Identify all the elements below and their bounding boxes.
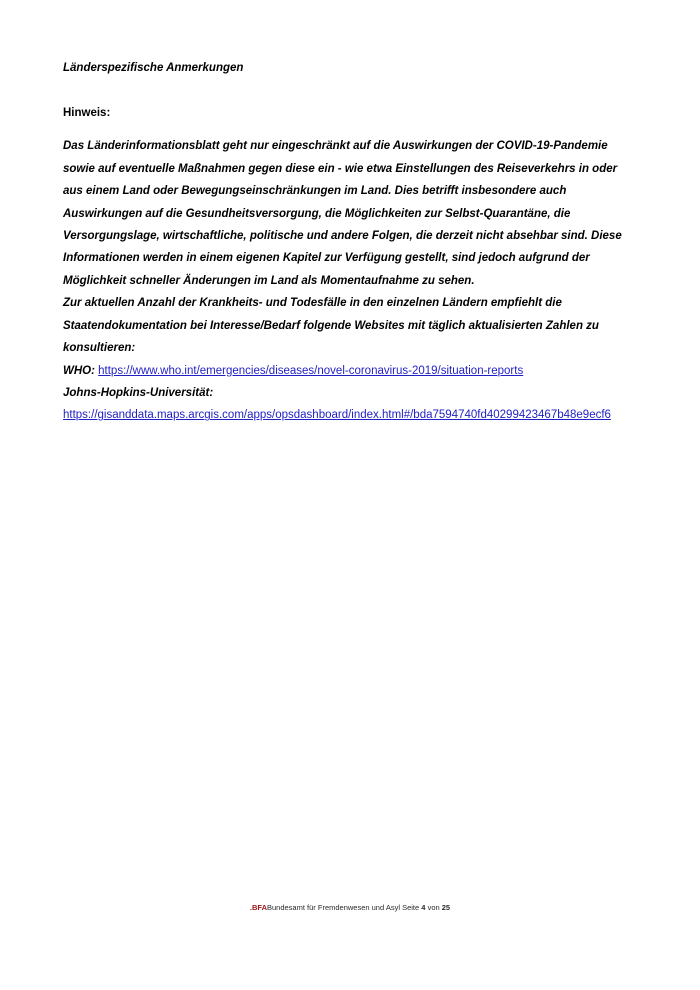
footer-page-total: 25 [441, 903, 451, 912]
footer-of-word: von [427, 903, 440, 912]
who-label: WHO: [63, 364, 95, 377]
footer-organisation: Bundesamt für Fremdenwesen und Asyl [267, 903, 400, 912]
who-source-line [63, 360, 630, 382]
page-footer [0, 903, 700, 913]
who-link[interactable]: https://www.who.int/emergencies/diseases/novel-coronavirus-2019/situation-reports [98, 364, 524, 377]
footer-page-number: 4 [421, 903, 426, 912]
paragraph-covid-scope: Das Länderinformationsblatt geht nur eingeschränkt auf die Auswirkungen der COVID-19-Pandemie sowie auf eventuelle Maßnahmen gegen diese ein - wie etwa Einstellungen des Reiseverkehrs in oder aus einem Land oder Bewegungseinschränkungen im Land. Dies betrifft insbesondere auch Auswirkungen auf die Gesundheitsversorgung, die Möglichkeiten zur Selbst-Quarantäne, die Versorgungslage, wirtschaftliche, politische und andere Folgen, die derzeit nicht absehbar sind. Diese Informationen werden in einem eigenen Kapitel zur Verfügung gestellt, sind jedoch aufgrund der Möglichkeit schneller Änderungen im Land als Momentaufnahme zu sehen. [63, 140, 622, 287]
notice-label: Hinweis: [63, 106, 111, 119]
jhu-source-line [63, 382, 630, 404]
document-content [63, 60, 630, 427]
paragraph-statistics-sources: Zur aktuellen Anzahl der Krankheits- und Todesfälle in den einzelnen Ländern empfiehlt die Staatendokumentation bei Interesse/Bedarf folgende Websites mit täglich aktualisierten Zahlen zu konsultieren: [63, 297, 599, 355]
jhu-label: Johns-Hopkins-Universität: [63, 386, 214, 399]
bfa-logo-mark: .BFA [249, 903, 267, 912]
footer-page-word: Seite [402, 903, 420, 912]
page-title: Länderspezifische Anmerkungen [63, 62, 244, 74]
jhu-link-line [63, 404, 630, 426]
jhu-link[interactable]: https://gisanddata.maps.arcgis.com/apps/opsdashboard/index.html#/bda7594740fd40299423467b48e9ecf6 [63, 409, 611, 422]
